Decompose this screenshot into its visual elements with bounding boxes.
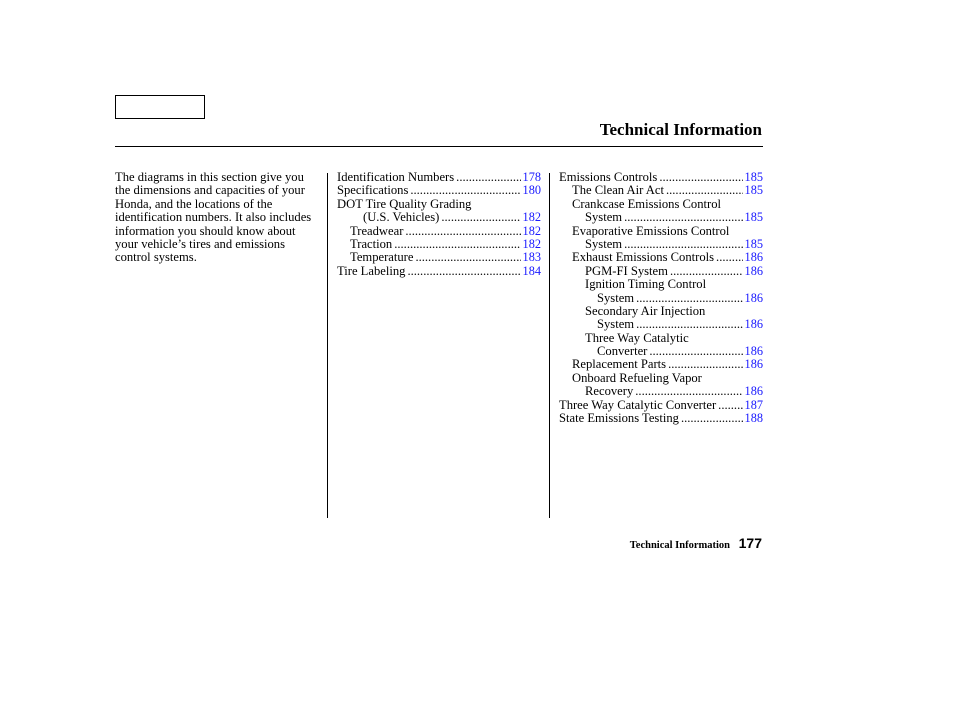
page-link[interactable]: 182 xyxy=(522,236,541,251)
column-divider xyxy=(549,173,550,518)
intro-paragraph: The diagrams in this section give you the dimensions and capacities of your Honda, and the locations of the identification numbers. It also includes information you should know about your vehicle’s tires and emissions control systems. xyxy=(115,170,312,265)
page-link[interactable]: 182 xyxy=(522,210,541,225)
page-link[interactable]: 180 xyxy=(522,183,541,198)
footer-page-number: 177 xyxy=(738,535,762,551)
toc-entry[interactable]: Exhaust Emissions Controls ..... 186 xyxy=(559,251,763,264)
toc-entry[interactable]: Converter ..... 186 xyxy=(559,345,763,358)
toc-entry[interactable]: Temperature ..... 183 xyxy=(337,251,541,264)
toc-entry[interactable]: Recovery ..... 186 xyxy=(559,385,763,398)
toc-entry[interactable]: System ..... 186 xyxy=(559,292,763,305)
page-link[interactable]: 187 xyxy=(744,397,763,412)
toc-entry-heading: DOT Tire Quality Grading xyxy=(337,196,472,211)
page-title: Technical Information xyxy=(599,120,762,139)
toc-entry[interactable]: Emissions Controls ..... 185 xyxy=(559,171,763,184)
page-link[interactable]: 186 xyxy=(744,344,763,359)
toc-column-1 xyxy=(337,171,541,278)
toc-column-2 xyxy=(559,171,763,425)
page-link[interactable]: 184 xyxy=(522,263,541,278)
page-link[interactable]: 185 xyxy=(744,183,763,198)
toc-entry[interactable]: PGM-FI System ..... 186 xyxy=(559,265,763,278)
toc-entry[interactable]: System ..... 186 xyxy=(559,318,763,331)
page-link[interactable]: 186 xyxy=(744,290,763,305)
page-link[interactable]: 183 xyxy=(522,250,541,265)
column-divider xyxy=(327,173,328,518)
toc-entry[interactable]: System ..... 185 xyxy=(559,211,763,224)
toc-entry[interactable]: Replacement Parts ..... 186 xyxy=(559,358,763,371)
toc-entry-heading: Secondary Air Injection xyxy=(585,303,706,318)
toc-entry[interactable]: State Emissions Testing ..... 188 xyxy=(559,412,763,425)
toc-entry[interactable]: Tire Labeling ..... 184 xyxy=(337,265,541,278)
header-rule xyxy=(115,146,763,147)
toc-entry[interactable]: (U.S. Vehicles) ..... 182 xyxy=(337,211,541,224)
toc-entry[interactable]: System ..... 185 xyxy=(559,238,763,251)
toc-entry[interactable]: Specifications ..... 180 xyxy=(337,184,541,197)
toc-entry-heading: Crankcase Emissions Control xyxy=(572,196,722,211)
page-link[interactable]: 185 xyxy=(744,210,763,225)
page-link[interactable]: 186 xyxy=(744,250,763,265)
page-link[interactable]: 186 xyxy=(744,357,763,372)
page-link[interactable]: 185 xyxy=(744,236,763,251)
page-link[interactable]: 188 xyxy=(744,411,763,426)
footer-section-label: Technical Information xyxy=(629,540,730,551)
page-link[interactable]: 178 xyxy=(522,170,541,184)
toc-entry[interactable]: Treadwear ..... 182 xyxy=(337,225,541,238)
toc-entry[interactable]: The Clean Air Act ..... 185 xyxy=(559,184,763,197)
toc-entry-heading: Ignition Timing Control xyxy=(585,277,707,292)
toc-entry[interactable]: Three Way Catalytic Converter ..... 187 xyxy=(559,399,763,412)
toc-entry[interactable]: Traction ..... 182 xyxy=(337,238,541,251)
toc-entry-heading: Evaporative Emissions Control xyxy=(572,223,730,238)
page-link[interactable]: 186 xyxy=(744,317,763,332)
page-link[interactable]: 186 xyxy=(744,384,763,399)
toc-entry[interactable]: Identification Numbers ..... 178 xyxy=(337,171,541,184)
page-link[interactable]: 186 xyxy=(744,263,763,278)
page-link[interactable]: 185 xyxy=(744,170,763,184)
page-link[interactable]: 182 xyxy=(522,223,541,238)
toc-entry-heading: Three Way Catalytic xyxy=(585,330,689,345)
toc-entry-heading: Onboard Refueling Vapor xyxy=(572,370,702,385)
section-tab-box xyxy=(115,95,205,119)
